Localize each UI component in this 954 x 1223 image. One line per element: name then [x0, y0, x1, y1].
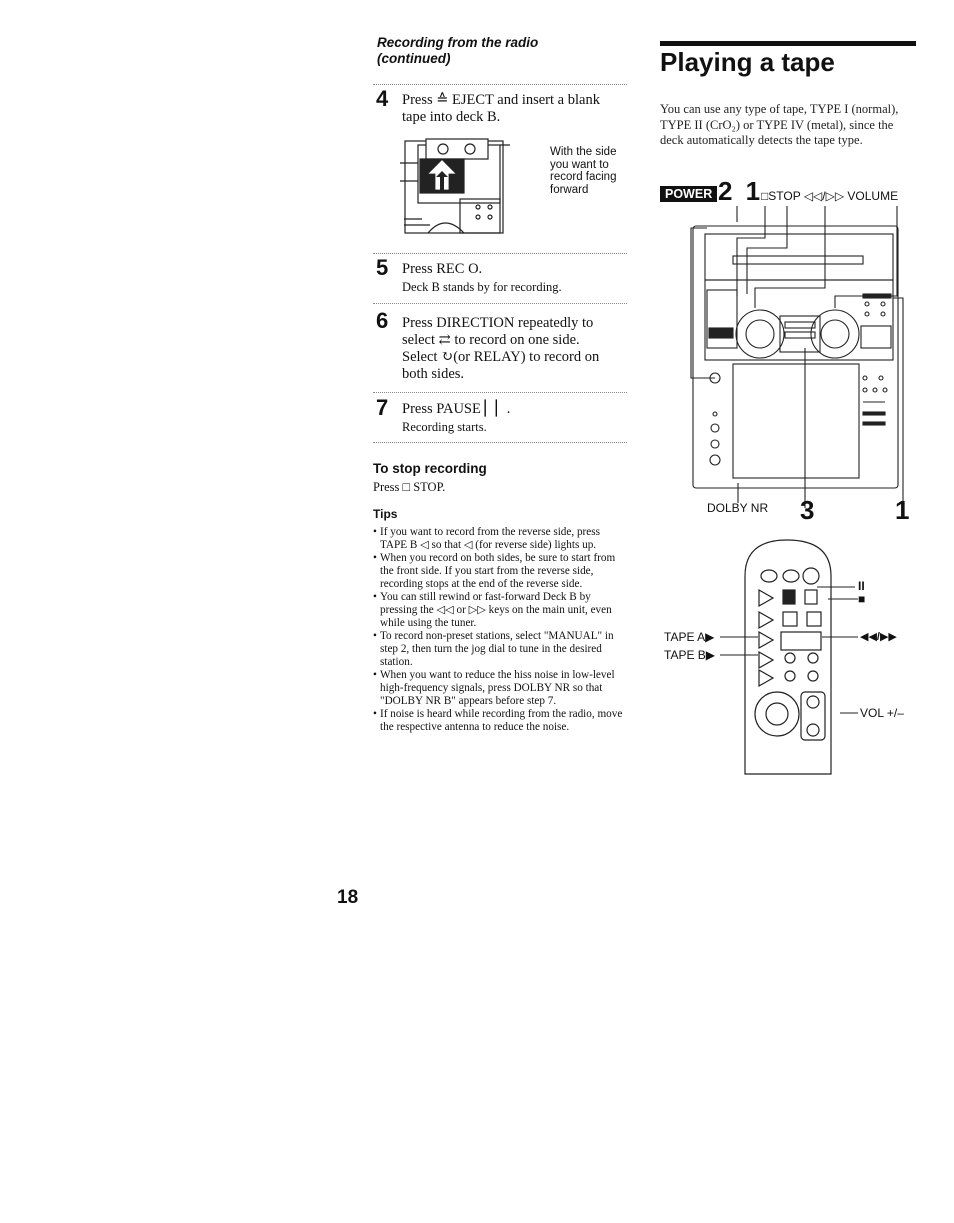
step-5-text: Press REC O.: [402, 261, 483, 277]
tip-item: • When you record on both sides, be sure to start from the front side. If you start from the reverse side, recording stops at the end of the reverse side.: [373, 552, 626, 591]
dolby-nr-label: DOLBY NR: [707, 501, 769, 515]
step-7-number: 7: [376, 395, 389, 420]
step-5-subtext: Deck B stands by for recording.: [402, 280, 562, 294]
step-4-text: Press ≙ EJECT and insert a blank tape into deck B.: [402, 92, 600, 125]
tips-list: [373, 526, 626, 734]
section-title-line1: Recording from the radio: [377, 35, 539, 50]
stop-heading: To stop recording: [373, 461, 487, 476]
step-7-text: Press PAUSE ▏▏.: [402, 401, 511, 417]
step-5-number: 5: [376, 255, 389, 280]
step-number-1: 1: [895, 495, 910, 525]
step-4-number: 4: [376, 86, 389, 111]
main-unit-illustration: [685, 198, 910, 510]
top-control-labels: □STOP ◁◁/▷▷ VOLUME: [761, 189, 899, 203]
tip-item: • You can still rewind or fast-forward Deck B by pressing the ◁◁ or ▷▷ keys on the main unit, even while using the tuner.: [373, 591, 626, 630]
divider: [373, 303, 627, 304]
volume-label: VOL +/–: [860, 706, 904, 720]
tips-heading: Tips: [373, 507, 398, 521]
rewind-fastforward-label: ◀◀/▶▶: [860, 631, 897, 643]
step-numbers-2-1: 2 1: [718, 176, 764, 206]
stop-text: Press □ STOP.: [373, 480, 446, 494]
divider: [373, 253, 627, 254]
tip-item: • When you want to reduce the hiss noise in low-level high-frequency signals, press DOLBY NR so that "DOLBY NR B" appears before step 7.: [373, 669, 626, 708]
step-number-3: 3: [800, 495, 815, 525]
divider: [373, 442, 627, 443]
tip-item: • If you want to record from the reverse side, press TAPE B ◁ so that ◁ (for reverse side) lights up.: [373, 526, 626, 552]
power-label: POWER: [660, 186, 717, 202]
page-title: Playing a tape: [660, 47, 835, 77]
tape-a-label: TAPE A▶: [664, 630, 715, 644]
title-rule: [660, 41, 916, 46]
section-title-line2: (continued): [377, 51, 451, 66]
tape-deck-illustration: [400, 133, 510, 239]
step-7-subtext: Recording starts.: [402, 420, 487, 434]
deck-caption: With the side you want to record facing forward: [550, 146, 617, 196]
divider: [373, 392, 627, 393]
divider: [373, 84, 627, 85]
page-number: 18: [337, 887, 359, 908]
remote-stop-label: ■: [858, 592, 866, 606]
tip-item: • If noise is heard while recording from the radio, move the respective antenna to reduce the noise.: [373, 708, 626, 734]
tip-item: • To record non-preset stations, select "MANUAL" in step 2, then turn the jog dial to tune in the desired station.: [373, 630, 626, 669]
tape-b-label: TAPE B▶: [664, 648, 716, 662]
step-6-text: Press DIRECTION repeatedly to select ⇄ to record on one side. Select ↻(or RELAY) to record on both sides.: [402, 315, 600, 382]
remote-callout-lines: [700, 575, 860, 745]
step-6-number: 6: [376, 308, 389, 333]
section-title: [377, 35, 538, 67]
remote-pause-label: II: [858, 579, 865, 593]
intro-text: You can use any type of tape, TYPE I (normal), TYPE II (CrO₂) or TYPE IV (metal), since the deck automatically detects the tape type.: [660, 102, 899, 147]
